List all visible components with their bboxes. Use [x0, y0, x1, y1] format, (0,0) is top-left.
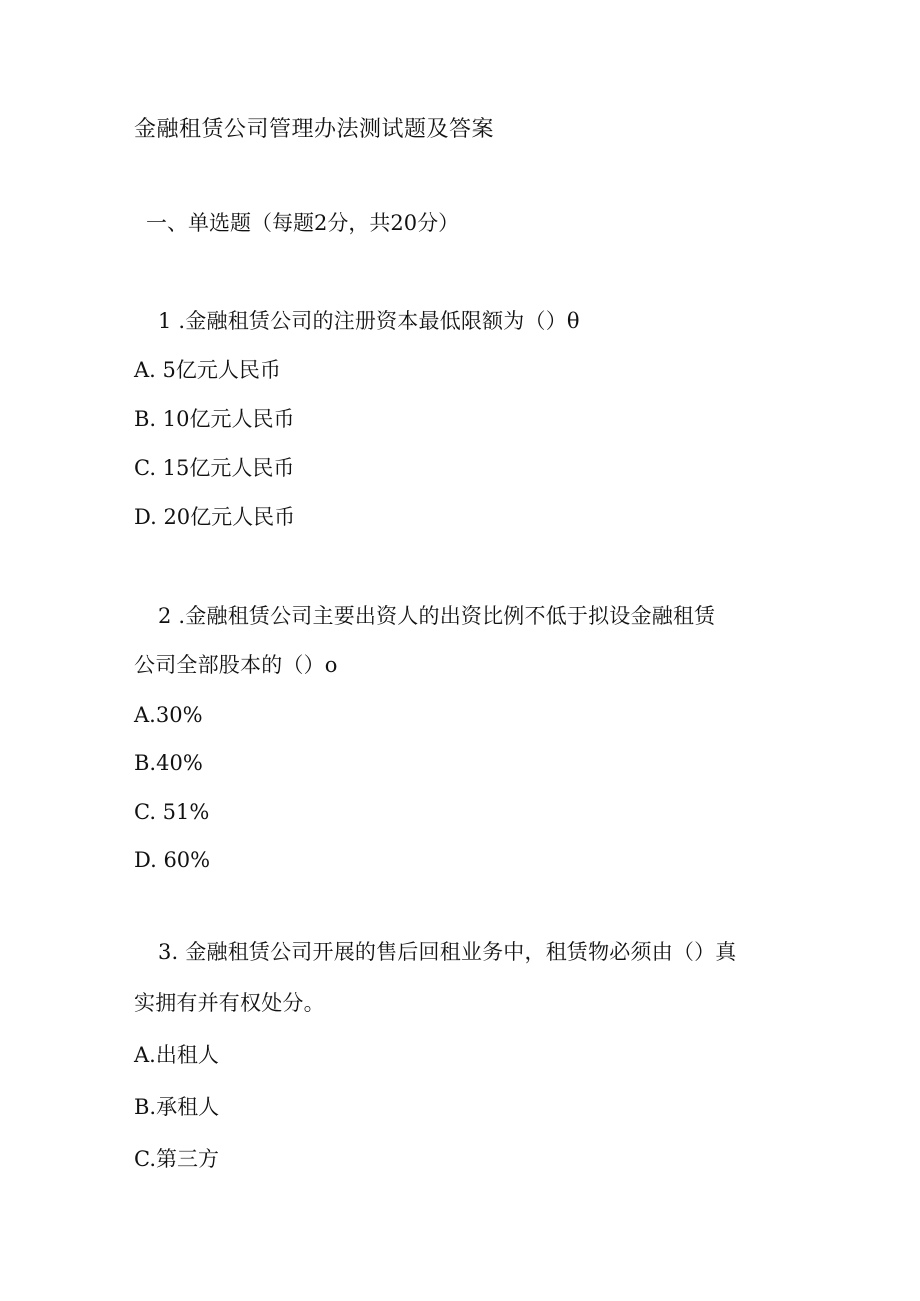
question-1-stem: 1 .金融租赁公司的注册资本最低限额为（）θ	[158, 309, 580, 333]
question-1-option-d: D. 20亿元人民币	[134, 505, 296, 529]
question-3-stem-line-2: 实拥有并有权处分。	[134, 991, 325, 1015]
question-2-option-b: B.40%	[134, 751, 203, 775]
question-2-stem-line-2: 公司全部股本的（）o	[134, 653, 338, 677]
document-title: 金融租赁公司管理办法测试题及答案	[134, 117, 495, 142]
question-2-option-d: D. 60%	[134, 848, 211, 872]
question-2-option-a: A.30%	[134, 703, 203, 727]
question-1-option-a: A. 5亿元人民币	[134, 358, 281, 382]
section-heading: 一、单选题（每题2分，共20分）	[146, 211, 460, 235]
question-3-option-c: C.第三方	[134, 1147, 219, 1171]
question-3-stem-line-1: 3. 金融租赁公司开展的售后回租业务中，租赁物必须由（）真	[158, 940, 737, 964]
question-3-option-a: A.出租人	[134, 1043, 219, 1067]
question-1-option-b: B. 10亿元人民币	[134, 407, 295, 431]
question-1-option-c: C. 15亿元人民币	[134, 456, 295, 480]
question-2-option-c: C. 51%	[134, 800, 210, 824]
question-3-option-b: B.承租人	[134, 1095, 220, 1119]
question-2-stem-line-1: 2 .金融租赁公司主要出资人的出资比例不低于拟设金融租赁	[158, 604, 716, 628]
